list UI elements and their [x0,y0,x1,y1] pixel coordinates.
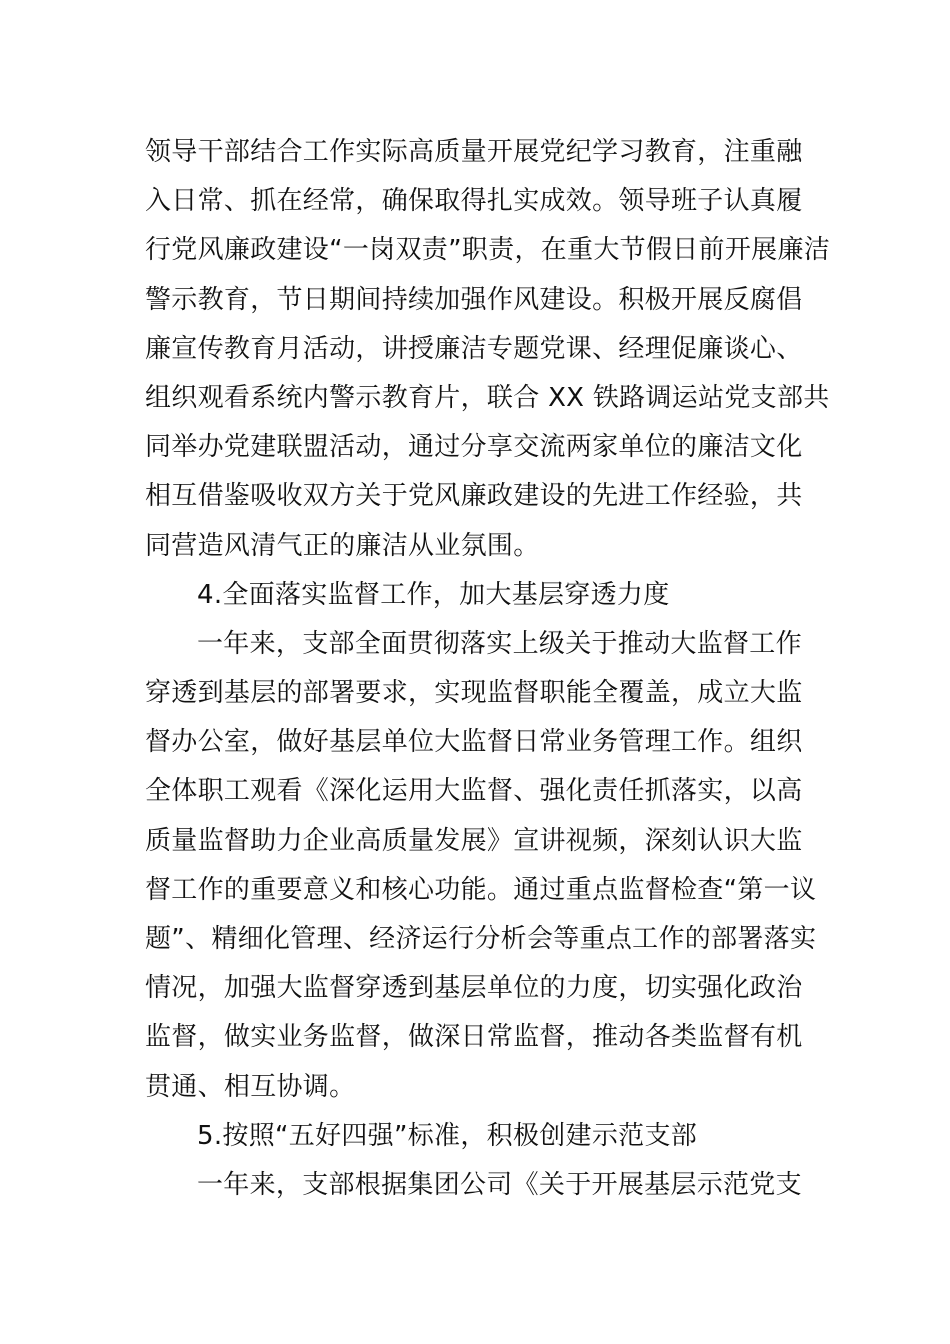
text-line: 同营造风清气正的廉洁从业氛围。 [145,530,540,561]
text-line: 情况，加强大监督穿透到基层单位的力度，切实强化政治 [145,973,803,1004]
text-line: 行党风廉政建设“一岗双责”职责，在重大节假日前开展廉洁 [145,235,831,266]
text-line: 题”、精细化管理、经济运行分析会等重点工作的部署落实 [145,924,817,954]
text-line: 领导干部结合工作实际高质量开展党纪学习教育，注重融 [145,137,803,167]
section-heading-4: 4.全面落实监督工作，加大基层穿透力度 [197,579,670,610]
text-line: 廉宣传教育月活动，讲授廉洁专题党课、经理促廉谈心、 [145,333,803,364]
text-line: 质量监督助力企业高质量发展》宣讲视频，深刻认识大监 [145,825,803,856]
text-line: 穿透到基层的部署要求，实现监督职能全覆盖，成立大监 [145,678,803,709]
paragraph-first-line: 一年来，支部全面贯彻落实上级关于推动大监督工作 [197,628,802,659]
text-line: 入日常、抓在经常，确保取得扎实成效。领导班子认真履 [145,186,803,217]
text-line: 督工作的重要意义和核心功能。通过重点监督检查“第一议 [145,874,817,905]
text-line: 贯通、相互协调。 [145,1071,356,1102]
paragraph-first-line: 一年来，支部根据集团公司《关于开展基层示范党支 [197,1169,802,1200]
text-line: 督办公室，做好基层单位大监督日常业务管理工作。组织 [145,727,803,758]
body-text [145,128,831,1210]
text-line: 监督，做实业务监督，做深日常监督，推动各类监督有机 [145,1022,803,1053]
text-line: 组织观看系统内警示教育片，联合 XX 铁路调运站党支部共 [145,382,830,413]
text-line: 警示教育，节日期间持续加强作风建设。积极开展反腐倡 [145,284,803,315]
section-heading-5: 5.按照“五好四强”标准，积极创建示范支部 [197,1120,698,1151]
text-line: 相互借鉴吸收双方关于党风廉政建设的先进工作经验，共 [145,481,803,512]
text-line: 同举办党建联盟活动，通过分享交流两家单位的廉洁文化 [145,432,803,463]
text-line: 全体职工观看《深化运用大监督、强化责任抓落实，以高 [145,776,803,807]
